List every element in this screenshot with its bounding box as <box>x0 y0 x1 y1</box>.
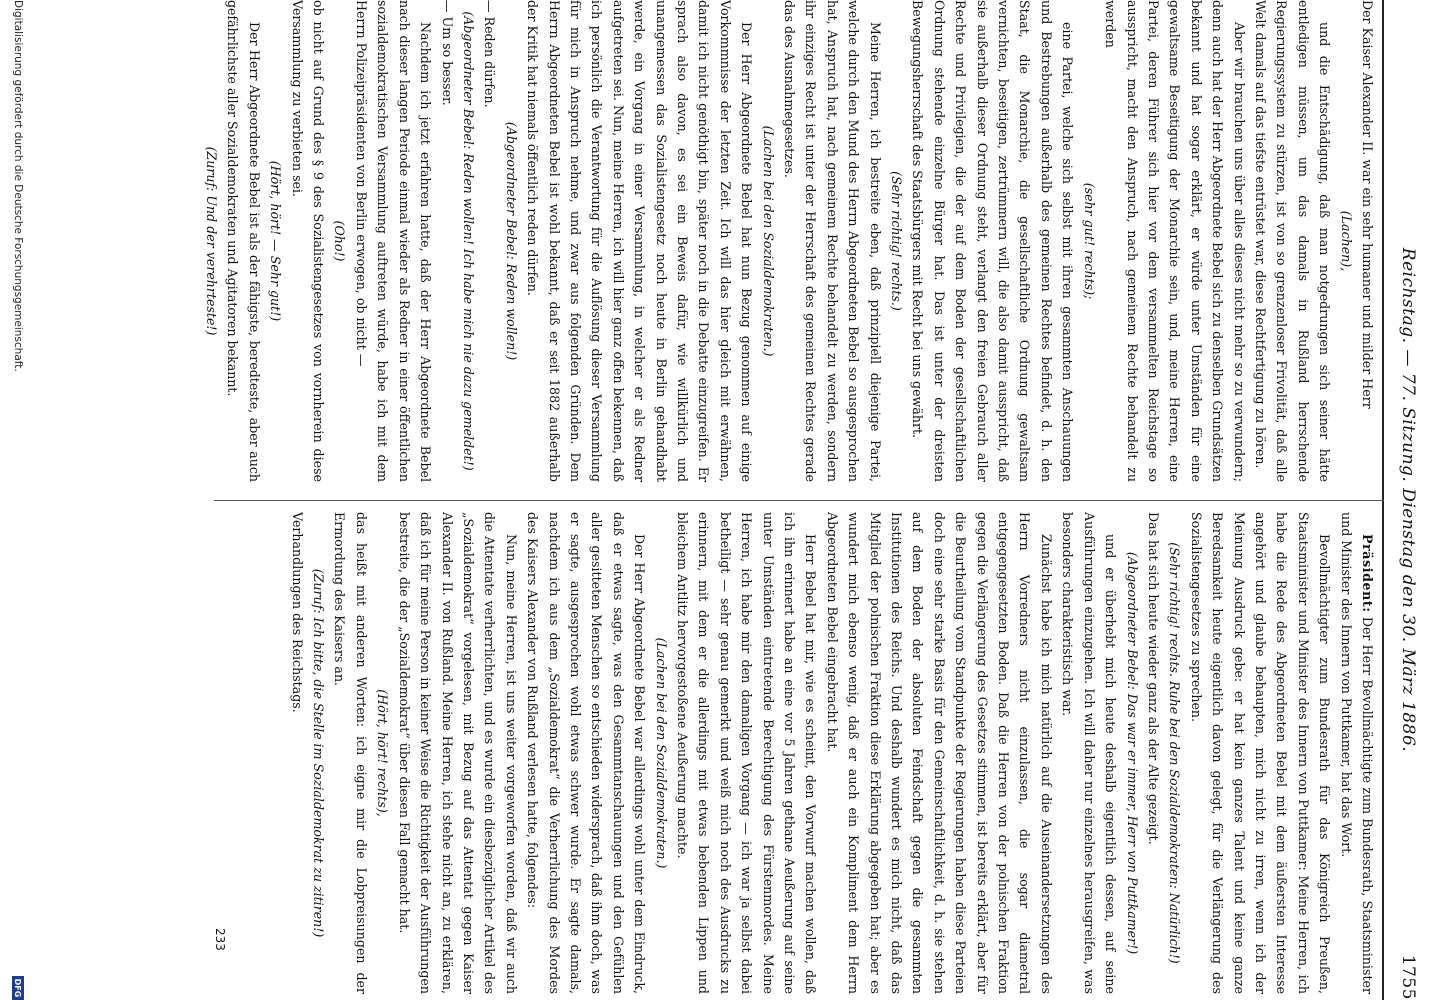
paragraph: — Um so besser. <box>439 0 455 106</box>
president-paragraph <box>1335 512 1378 994</box>
paragraph: Nun, meine Herren, ist uns weiter vorgeworfen worden, daß wir auch die Attentate verherrlichten, und es wurde ein diesbezüglicher Artikel des „Sozialdemokrat“ vorgelesen, mit Bezug auf das Attentat gegen Kaiser Alexander II. von Rußland. Meine Herren, ich stehe nicht an, zu erklären, daß ich für meine Person in keiner Weise die Richtigkeit der Ausführungen bestreite, die der „Sozialdemokrat“ über diesen Fall gemacht hat. <box>396 512 519 994</box>
page-footer <box>12 0 24 1000</box>
paragraph: Der Herr Abgeordnete Bebel ist als der fähigste, beredteste, aber auch gefährlichste aller Sozialdemokraten und Agitatoren bekannt. <box>225 0 262 482</box>
paragraph: Nachdem ich jetzt erfahren hatte, daß der Herr Abgeordnete Bebel nach dieser langen Periode einmal wieder als Redner in einer öffentlichen sozialdemokratischen Versammlung auftreten würde, habe ich mit dem Herrn Polizeipräsidenten von Berlin erwogen, ob nicht — <box>353 0 434 482</box>
paragraph: Verhandlungen des Reichstags. <box>289 512 305 713</box>
left-column <box>201 0 1378 482</box>
paragraph: und die Entschädigung, daß man notgedrungen sich seiner hätte entledigen müssen, um das damals in Rußland herrschende Regierungssystem zu stürzen, ist von so grenzenloser Frivolität, daß alle Welt damals auf das tiefste entrüstet war, diese Rechtfertigung zu hören. <box>1252 0 1333 482</box>
paragraph: Der Kaiser Alexander II. war ein sehr humaner und milder Herr <box>1360 0 1375 409</box>
header-page-number: 1755 <box>1398 954 1418 1000</box>
right-column <box>286 512 1378 994</box>
interjection: (Abgeordneter Bebel: Reden wollen!) <box>503 121 519 361</box>
paragraph: eine Partei, welche sich selbst mit ihren gesammten Anschauungen und Bestrebungen außerhalb des gemeinen Rechtes befindet, d. h. den Staat, die Monarchie, die gesellschaftliche Ordnung gewaltsam vernichten, beseitigen, zertrümmern will, die also damit ausspricht, daß sie außerhalb dieser Ordnung steht, verlangt den freien Gebrauch aller Rechte und Privilegien, die der auf dem Boden der gesellschaftlichen Ordnung stehende einzelne Bürger hat. Das ist unter der dreisten Bewegungsherrschaft des Staatsbürgers mit Recht bei uns gewährt. <box>910 0 1076 482</box>
interjection: (Lachen bei den Sozialdemokraten.) <box>760 125 776 357</box>
minister-interjection: (Sehr richtig! rechts. Ruhe bei den Sozialdemokraten: Natürlich!) <box>1167 542 1183 964</box>
interjection: (Zuruf: Und der verehrteste!) <box>204 146 220 336</box>
interjection: (sehr gut! rechts); <box>1081 182 1097 300</box>
president-lead: Präsident: <box>1360 534 1375 613</box>
interjection: (Oho!) <box>332 220 348 262</box>
paragraph: ob nicht auf Grund des § 9 des Sozialistengesetzes von vornherein diese Versammlung zu verbieten sei. <box>289 0 327 482</box>
page-header <box>1388 0 1428 1000</box>
paragraph: — Reden dürfen. <box>482 0 498 108</box>
footer-credit: Digitalisierung gefördert durch die Deutsche Forschungsgemeinschaft. <box>12 0 24 372</box>
minister-paragraph: Bevollmächtigter zum Bundesrath für das Königreich Preußen, Staatsminister und Minister des Innern von Puttkamer: Meine Herren, ich habe die Rede des Abgeordneten Bebel mit dem äußersten Interesse angehört und glaube behaupten, mich nicht zu irren, wenn ich der Meinung Ausdruck gebe: er hat kein ganzes Talent und keine ganze Beredsamkeit heute eigentlich davon gelegt, für die Verlängerung des Sozialistengesetzes zu sprechen. <box>1188 512 1333 994</box>
interjection: (Abgeordneter Bebel: Das war er immer, Herr von Puttkamer!) <box>1124 551 1140 955</box>
interjection: (Zuruf: Ich bitte, die Stelle im Sozialdemokrat zu zitiren!) <box>311 568 327 938</box>
right-column-body <box>286 512 1164 994</box>
paragraph: Herr Bebel hat mir, wie es scheint, den Vorwurf machen wollen, daß ich ihn erinnert habe an eine vor 5 Jahren gethane Aeußerung auf seine unter Umständen eintretende Berechtigung des Fürstenmordes. Meine Herren, ich habe mir den damaligen Vorgang — ich war ja selbst dabei betheiligt — sehr genau gemerkt und weiß mich noch des Ausdrucks zu erinnern, mit dem er die allerdings mit etwas bebenden Lippen und bleichem Antlitz hervorgestoßene Aeußerung machte. <box>675 512 819 994</box>
president-text: Der Herr Bevollmächtigte zum Bundesrath, Staatsminister und Minister des Innern von Puttkamer, hat das Wort. <box>1338 512 1375 994</box>
interjection: (Hört, hört! — Sehr gut!) <box>268 160 284 322</box>
paragraph: und er überhebt mich heute deshalb eigentlich dessen, auf seine Ausführungen einzugehen. Ich will daher nur einzelnes herausgreifen, was besonders charakteristisch war. <box>1060 512 1119 994</box>
header-title: Reichstag. — 77. Sitzung. Dienstag den 30. März 1886. <box>1398 247 1418 753</box>
column-divider <box>214 500 1384 501</box>
dfg-logo: DFG <box>12 976 24 1000</box>
paragraph: Der Herr Abgeordnete Bebel war allerdings wohl unter dem Eindruck, daß er etwas sagte, was den Gesammtanschauungen und den Gefühlen aller gesitteten Menschen so entschieden widersprach, daß ihm doch, was er sagte, ausgesprochen wohl etwas schwer wurde. Er sagte damals, nachdem ich aus dem „Sozialdemokrat“ die Verherrlichung des Mordes des Kaisers Alexander von Rußland verlesen hatte, folgendes: <box>525 512 648 994</box>
interjection: (Abgeordneter Bebel: Reden wollen! Ich habe mich nie dazu gemeldet!) <box>460 11 476 471</box>
interjection: (Sehr richtig! rechts.) <box>889 171 905 311</box>
paragraph: das heißt mit anderen Worten: ich eigne mir die Lobpreisungen der Ermordung des Kaisers an. <box>332 512 369 994</box>
paragraph: Das hat sich heute wieder ganz als der Alte gezeigt. <box>1145 512 1161 845</box>
paragraph: Der Herr Abgeordnete Bebel hat nun Bezug genommen auf einige Vorkommnisse der letzten Zeit. Ich will das hier gleich mit erwähnen, damit ich nicht genöthigt bin, später noch in die Debatte einzugreifen. Er sprach also davon, es sei ein Beweis dafür, wie willkürlich und unangemessen das Sozialistengesetz noch heute in Berlin gehandhabt werde, ein Vorgang in einer Versammlung, in welcher er als Redner aufgetreten sei. Nun, meine Herren, ich will hier ganz offen bekennen, daß ich persönlich die Verantwortung für die Auflösung dieser Versammlung für mich in Anspruch nehme, und zwar aus folgenden Gründen. Dem Herrn Abgeordneten Bebel ist wohl bekannt, daß er seit 1882 außerhalb der Kritik hat niemals öffentlich reden dürfen. <box>525 0 755 482</box>
page-footer-number: 233 <box>213 928 227 951</box>
interjection: (Hört, hört! rechts), <box>375 689 391 817</box>
interjection: (Lachen bei den Sozialdemokraten.) <box>653 637 669 869</box>
paragraph: Meine Herren, ich bestreite eben, daß prinzipiell diejenige Partei, welche durch den Mund des Herrn Abgeordneten Bebel so ausgesprochen hat, Anspruch hat, nach gemeinem Rechte behandelt zu werden, sondern ihr einziges Recht ist unter der Herrschaft des gemeinen Rechtes gerade das des Ausnahmegesetzes. <box>782 0 883 482</box>
paragraph: Zunächst habe ich mich natürlich auf die Auseinandersetzungen des Herrn Vorredners nicht einzulassen, die sogar diametral entgegengesetzten Boden. Daß die Herren von der polnischen Fraktion gegen die Verlängerung des Gesetzes stimmen, ist bereits erklärt, aber für die Beurtheilung vom Standpunkte der Regierungen haben diese Parteien doch eine sehr starke Basis für den Gemeinschaftlichkeit, d. h. sie stehen auf dem Boden der absoluten Feindschaft gegen die gesammten Institutionen des Reichs. Und deshalb wundert es mich nicht, daß das Mitglied der polnischen Fraktion diese Erklärung abgegeben hat; aber es wundert mich ebenso wenig, daß er auch ein Kompliment dem Herrn Abgeordneten Bebel eingebracht hat. <box>824 512 1054 994</box>
paragraph: Aber wir brauchen uns über alles dieses nicht mehr so zu verwundern; denn auch hat der Herr Abgeordnete Bebel sich zu denselben Grundsätzen bekannt und hat sogar erklärt, er würde unter Umständen für eine gewaltsame Beseitigung der Monarchie sein, und, meine Herren, eine Partei, deren Führer sich hier vor dem versammelten Reichstage so ausspricht, macht den Anspruch, nach gemeinem Rechte behandelt zu werden <box>1103 0 1247 482</box>
interjection: (Lachen), <box>1338 210 1354 272</box>
